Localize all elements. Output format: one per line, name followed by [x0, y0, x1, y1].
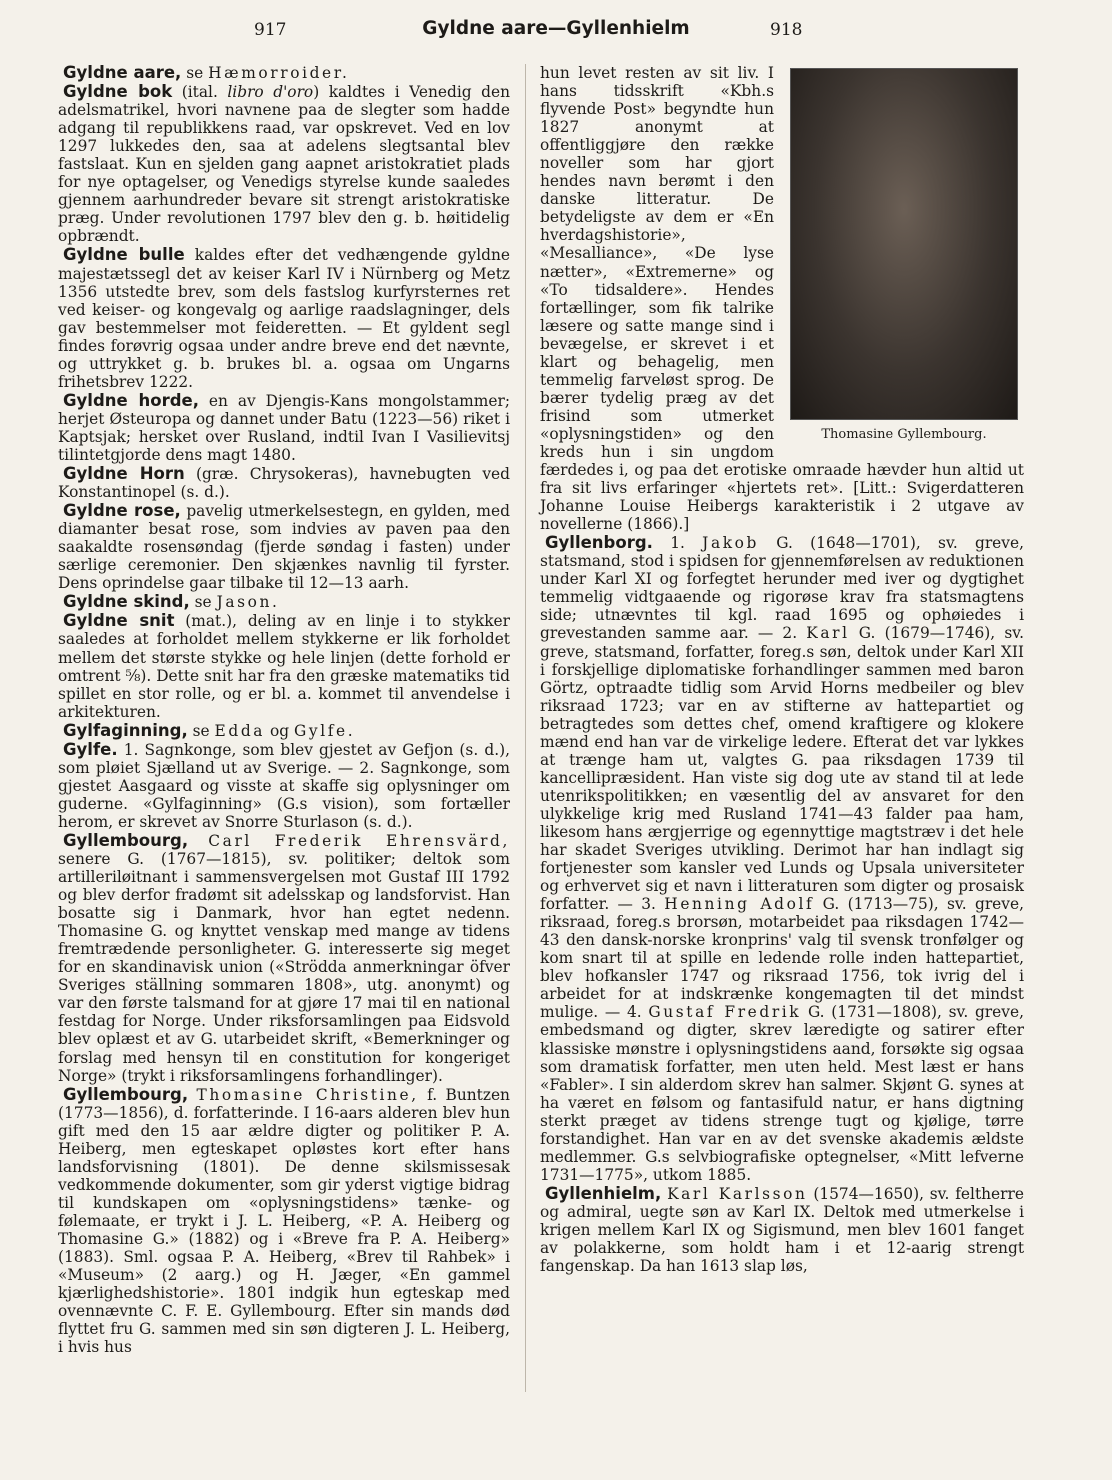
entry-gyldne-horde: Gyldne horde, en av Djengis-Kans mongolstammer; herjet Østeuropa og dannet under Batu (1223—56) riket i Kaptsjak; hersket over Rusland, indtil Ivan I Vasilievitsj tilintetgjorde dens magt 1480.: [58, 390, 511, 464]
left-column: [58, 64, 510, 1356]
portrait-figure: [784, 68, 1024, 444]
entry-continuation: hun levet resten av sit liv. I hans tidsskrift «Kbh.s flyvende Post» begyndte hun 1827 anonymt at offentliggjøre den række noveller som har gjort hendes navn berømt i den danske litteratur. De betydeligste av dem er «En hverdagshistorie», «Mesalliance», «De lyse nætter», «Extremerne» og «To tidsaldere». Hendes fortællinger, som fik talrike læsere og satte mange sind i bevægelse, er skrevet i et klart og behagelig, men temmelig farveløst sprog. De bærer tydelig præg av det frisind som utmerket «oplysningstiden» og den kreds hun i sin ungdom færdedes i, og paa det erotiske omraade hævder hun altid ut fra sit livs erfaringer «hjertets ret». [Litt.: Svigerdatteren Johanne Louise Heibergs karakteristik i 2 utgave av novellerne (1866).]: [540, 64, 1024, 534]
headword: Gyllenhielm,: [545, 1183, 662, 1203]
headword: Gylfaginning,: [63, 720, 188, 740]
entry-gyldne-snit: Gyldne snit (mat.), deling av en linje i to stykker saaledes at forholdet mellem stykkerne er lik forholdet mellem det største stykke og hele linjen (dette forhold er omtrent ⅝). Dette snit har fra den græske matematiks tid spillet en stor rolle, og er bl. a. kommet til anvendelse i arkitekturen.: [58, 611, 510, 721]
headword: Gyldne aare,: [63, 63, 182, 82]
entry-gyllembourg-carl: Gyllembourg, Carl Frederik Ehrensvärd, senere G. (1767—1815), sv. politiker; deltok som artilleriløitnant i sammensvergelsen mot Gustaf III 1792 og blev derfor fradømt sit adelsskap og landsforvist. Han bosatte sig i Danmark, hvor han egtet nedenn. Thomasine G. og knyttet venskap med mange av tidens fremtrædende personligheter. G. interesserte sig meget for en skandinavisk union («Strödda anmerkningar öfver Sveriges ställning sommaren 1808», utg. anonymt) og var den første talsmand for at gjøre 17 mai til en national festdag for Norge. Under riksforsamlingen paa Eidsvold blev oplæst et av G. utarbeidet skrift, «Bemerkninger og forslag med hensyn til en constitution for kongeriget Norge» (trykt i riksforsamlingens forhandlinger).: [58, 830, 510, 1085]
page-number-left: 917: [254, 20, 287, 40]
headword: Gylfe.: [63, 739, 118, 759]
headword: Gyldne bok: [63, 82, 173, 102]
headword: Gyldne skind,: [63, 592, 190, 612]
page-number-right: 918: [770, 20, 803, 40]
running-head: Gyldne aare—Gyllenhielm: [422, 18, 690, 39]
figure-caption: Thomasine Gyllembourg.: [821, 427, 987, 442]
entry-gyllenhielm: Gyllenhielm, Karl Karlsson (1574—1650), sv. feltherre og admiral, uegte søn av Karl IX. Deltok med utmerkelse i krigen mellem Karl IX og Sigismund, men blev 1601 fanget av polakkerne, som holdt ham i et 12-aarig strengt fangenskap. Da han 1613 slap løs,: [540, 1183, 1024, 1276]
entry-gylfaginning: Gylfaginning, se Edda og Gylfe.: [63, 720, 356, 740]
entry-gylfe: Gylfe. 1. Sagnkonge, som blev gjestet av Gefjon (s. d.), som pløiet Sjælland ut av Sverige. — 2. Sagnkonge, som gjestet Aasgaard og visste at skaffe sig oplysninger om guderne. «Gylfaginning» (G.s vision), som fortæller herom, er skrevet av Snorre Sturlason (s. d.).: [58, 739, 510, 831]
headword: Gyllembourg,: [63, 1084, 189, 1104]
entry-gyldne-horn: Gyldne Horn (græ. Chrysokeras), havnebugten ved Konstantinopel (s. d.).: [58, 464, 510, 502]
entry-gyldne-aare: Gyldne aare, se Hæmorroider.: [63, 63, 350, 82]
entry-gyldne-rose: Gyldne rose, pavelig utmerkelsestegn, en gylden, med diamanter besat rose, som indvies av paven paa den saakaldte rosensøndag (fjerde søndag i fasten) under særlige ceremonier. Den skjænkes navnlig til fyrster. Dens oprindelse gaar tilbake til 12—13 aarh.: [58, 501, 510, 593]
entry-gyldne-bok: Gyldne bok (ital. libro d'oro) kaldtes i Venedig den adelsmatrikel, hvori navnene paa de slegter som hadde adgang til republikkens raad, var opskrevet. Ved en lov 1297 lukkedes den, saa at adelens slegtsantal blev fastslaat. Kun en sjelden gang aapnet aristokratiet plads for nye optagelser, og Venedigs styrelse kunde saaledes gjennem aarhundreder bevare sit strengt aristokratiske præg. Under revolutionen 1797 blev den g. b. høitidelig opbrændt.: [58, 82, 510, 246]
headword: Gyldne rose,: [63, 501, 181, 521]
headword: Gyldne bulle: [63, 245, 185, 265]
right-column: [540, 64, 1024, 1275]
page-header: [0, 20, 1112, 48]
entry-gyldne-skind: Gyldne skind, se Jason.: [63, 592, 280, 612]
entry-gyllembourg-thomasine: Gyllembourg, Thomasine Christine, f. Buntzen (1773—1856), d. forfatterinde. I 16-aars alderen blev hun gift med den 15 aar ældre digter og politiker P. A. Heiberg, men egteskapet opløstes kort efter hans landsforvisning (1801). De denne skilsmissesak vedkommende dokumenter, som gir yderst vigtige bidrag til kundskapen om «oplysningstidens» tænke- og følemaate, er trykt i J. L. Heiberg, «P. A. Heiberg og Thomasine G.» (1882) og i «Breve fra P. A. Heiberg» (1883). Sml. ogsaa P. A. Heiberg, «Brev til Rahbek» i «Museum» (2 aarg.) og H. Jæger, «En gammel kjærlighedshistorie». 1801 indgik hun egteskap med ovennævnte C. F. E. Gyllembourg. Efter sin mands død flyttet fru G. sammen med sin søn digteren J. L. Heiberg, i hvis hus: [58, 1084, 510, 1357]
column-divider: [525, 64, 526, 1392]
entry-gyllenborg: Gyllenborg. 1. Jakob G. (1648—1701), sv. greve, statsmand, stod i spidsen for gjennemførelsen av reduktionen under Karl XI og forfegtet herunder med iver og dygtighet temmelig vidtgaaende og rigorøse krav fra statsmagtens side; utnævntes til kgl. raad 1695 og ophøiedes i grevestanden samme aar. — 2. Karl G. (1679—1746), sv. greve, statsmand, forfatter, foreg.s søn, deltok under Karl XII i forskjellige diplomatiske forhandlinger sammen med baron Görtz, optraadte tidlig som Arvid Horns medbeiler og blev riksraad 1723; var en av stifterne av hattepartiet og betragtedes som dettes chef, omend kraftigere og klokere mænd end han var de virkelige ledere. Efterat det var lykkes at trænge ham ut, valgtes G. paa riksdagen 1739 til kancellipræsident. Han viste sig dog ute av stand til at lede utenrikspolitikken; en væsentlig del av ansvaret for den ulykkelige krig med Rusland 1741—43 falder paa ham, likesom hans ærgjerrige og egennyttige magtstræv i det hele har skadet Sveriges utvikling. Derimot har han indlagt sig fortjenester som kansler ved Lunds og Upsala universiteter og erhvervet sig et navn i litteraturen som digter og prosaisk forfatter. — 3. Henning Adolf G. (1713—75), sv. greve, riksraad, foreg.s brorsøn, motarbeidet paa riksdagen 1742—43 den dansk-norske kronprins' valg til svensk tronfølger og kom snart til at spille en ledende rolle inden hattepartiet, blev hofkansler 1747 og riksraad 1756, tok ivrig del i arbeidet for at indskrænke kongemagten til det mindst mulige. — 4. Gustaf Fredrik G. (1731—1808), sv. greve, embedsmand og digter, skrev læredigte og satirer efter klassiske mønstre i oplysningstidens aand, forsøkte sig ogsaa som dramatisk forfatter, men uten held. Mest læst er hans «Fabler». I sin alderdom skrev han salmer. Skjønt G. synes at ha været en følsom og fantasifuld natur, er hans digtning sterkt præget av tidens strenge tugt og kjølige, tørre forstandighet. Han var en av det svenske akademis ældste medlemmer. G.s selvbiografiske optegnelser, «Mitt lefverne 1731—1775», utkom 1885.: [540, 533, 1024, 1184]
headword: Gyllembourg,: [63, 830, 189, 850]
entry-gyldne-bulle: Gyldne bulle kaldes efter det vedhængende gyldne majestætssegl det av keiser Karl IV i Nürnberg og Metz 1356 utstedte brev, som dels fastslog kurfyrsternes ret ved keiser- og kongevalg og aarlige raadslagninger, dels gav bestemmelser mot feideretten. — Et gyldent segl findes forøvrig ogsaa under andre breve end det nævnte, og uttrykket g. b. brukes bl. a. ogsaa om Ungarns frihetsbrev 1222.: [58, 245, 510, 391]
headword: Gyldne Horn: [63, 464, 185, 484]
headword: Gyldne snit: [63, 611, 175, 631]
headword: Gyldne horde,: [63, 390, 199, 410]
portrait-image: [790, 68, 1018, 420]
headword: Gyllenborg.: [545, 533, 653, 553]
